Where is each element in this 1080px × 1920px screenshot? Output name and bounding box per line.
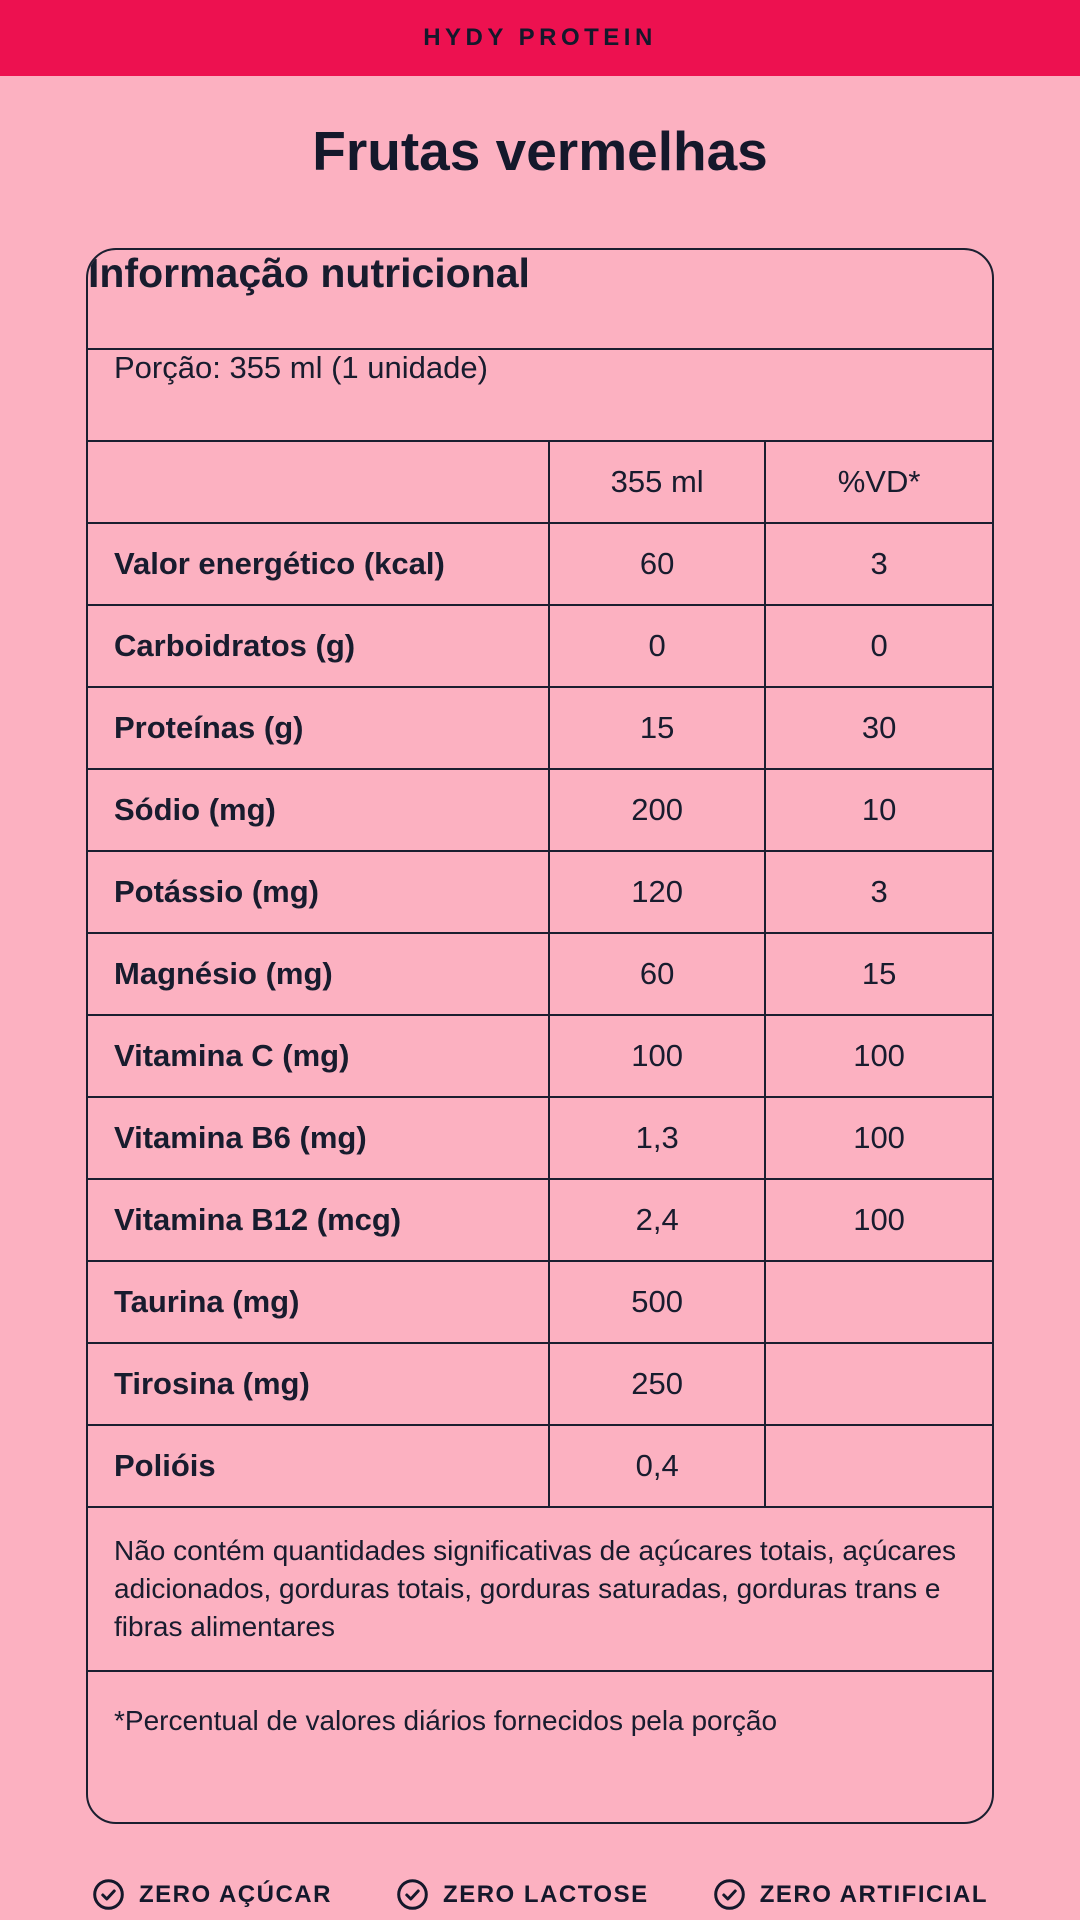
table-row (88, 850, 992, 932)
nutrient-amount: 120 (548, 852, 764, 932)
nutrient-amount: 200 (548, 770, 764, 850)
nutrient-amount: 15 (548, 688, 764, 768)
nutrient-dv: 100 (764, 1180, 992, 1260)
nutrient-label: Polióis (114, 1448, 216, 1483)
nutrient-label: Valor energético (kcal) (114, 546, 445, 581)
nutrient-label: Proteínas (g) (114, 710, 304, 745)
badge-zero-artificial (713, 1878, 988, 1911)
nutrient-label: Potássio (mg) (114, 874, 319, 909)
nutrient-label: Taurina (mg) (114, 1284, 300, 1319)
nutrient-dv: 15 (764, 934, 992, 1014)
column-header-empty (88, 442, 548, 522)
nutrient-dv: 10 (764, 770, 992, 850)
nutrient-label: Sódio (mg) (114, 792, 276, 827)
table-row (88, 1178, 992, 1260)
table-row (88, 932, 992, 1014)
nutrient-label: Tirosina (mg) (114, 1366, 310, 1401)
nutrient-dv (764, 1344, 992, 1424)
zero-claims-row (0, 1878, 1080, 1911)
table-row (88, 1424, 992, 1506)
nutrient-dv: 3 (764, 852, 992, 932)
table-row (88, 686, 992, 768)
nutrient-dv: 100 (764, 1098, 992, 1178)
badge-zero-lactose (396, 1878, 649, 1911)
nutrient-dv: 100 (764, 1016, 992, 1096)
nutrient-amount: 0 (548, 606, 764, 686)
table-row (88, 1014, 992, 1096)
nutrient-dv: 3 (764, 524, 992, 604)
badge-label: ZERO LACTOSE (443, 1880, 649, 1908)
check-circle-icon (92, 1878, 125, 1911)
table-row (88, 1342, 992, 1424)
table-title: Informação nutricional (88, 250, 530, 296)
check-circle-icon (713, 1878, 746, 1911)
nutrient-dv: 30 (764, 688, 992, 768)
table-row (88, 1260, 992, 1342)
table-row (88, 1096, 992, 1178)
flavor-title: Frutas vermelhas (312, 120, 768, 182)
nutrient-amount: 2,4 (548, 1180, 764, 1260)
badge-zero-acucar (92, 1878, 332, 1911)
table-row (88, 768, 992, 850)
brand-name: HYDY PROTEIN (423, 24, 657, 51)
nutrient-label: Vitamina C (mg) (114, 1038, 350, 1073)
column-header-row (88, 440, 992, 522)
nutrient-amount: 500 (548, 1262, 764, 1342)
nutrient-amount: 1,3 (548, 1098, 764, 1178)
nutrient-dv (764, 1262, 992, 1342)
badge-label: ZERO AÇÚCAR (139, 1880, 332, 1908)
nutrition-facts-table (86, 248, 994, 1824)
table-row (88, 522, 992, 604)
nutrient-label: Carboidratos (g) (114, 628, 356, 663)
insignificant-amounts-note: Não contém quantidades significativas de açúcares totais, açúcares adicionados, gorduras totais, gorduras saturadas, gorduras trans e fibras alimentares (88, 1506, 992, 1670)
nutrient-dv: 0 (764, 606, 992, 686)
nutrient-amount: 60 (548, 524, 764, 604)
nutrient-amount: 250 (548, 1344, 764, 1424)
nutrient-label: Magnésio (mg) (114, 956, 333, 991)
column-header-amount: 355 ml (548, 442, 764, 522)
nutrient-amount: 0,4 (548, 1426, 764, 1506)
nutrient-label: Vitamina B6 (mg) (114, 1120, 367, 1155)
nutrient-dv (764, 1426, 992, 1506)
check-circle-icon (396, 1878, 429, 1911)
brand-bar (0, 0, 1080, 76)
nutrient-amount: 60 (548, 934, 764, 1014)
column-header-dv: %VD* (764, 442, 992, 522)
table-row (88, 604, 992, 686)
serving-size-row: Porção: 355 ml (1 unidade) (88, 348, 992, 440)
nutrient-label: Vitamina B12 (mcg) (114, 1202, 402, 1237)
nutrient-amount: 100 (548, 1016, 764, 1096)
badge-label: ZERO ARTIFICIAL (759, 1880, 988, 1908)
daily-value-footnote: *Percentual de valores diários fornecidos pela porção (88, 1670, 992, 1822)
